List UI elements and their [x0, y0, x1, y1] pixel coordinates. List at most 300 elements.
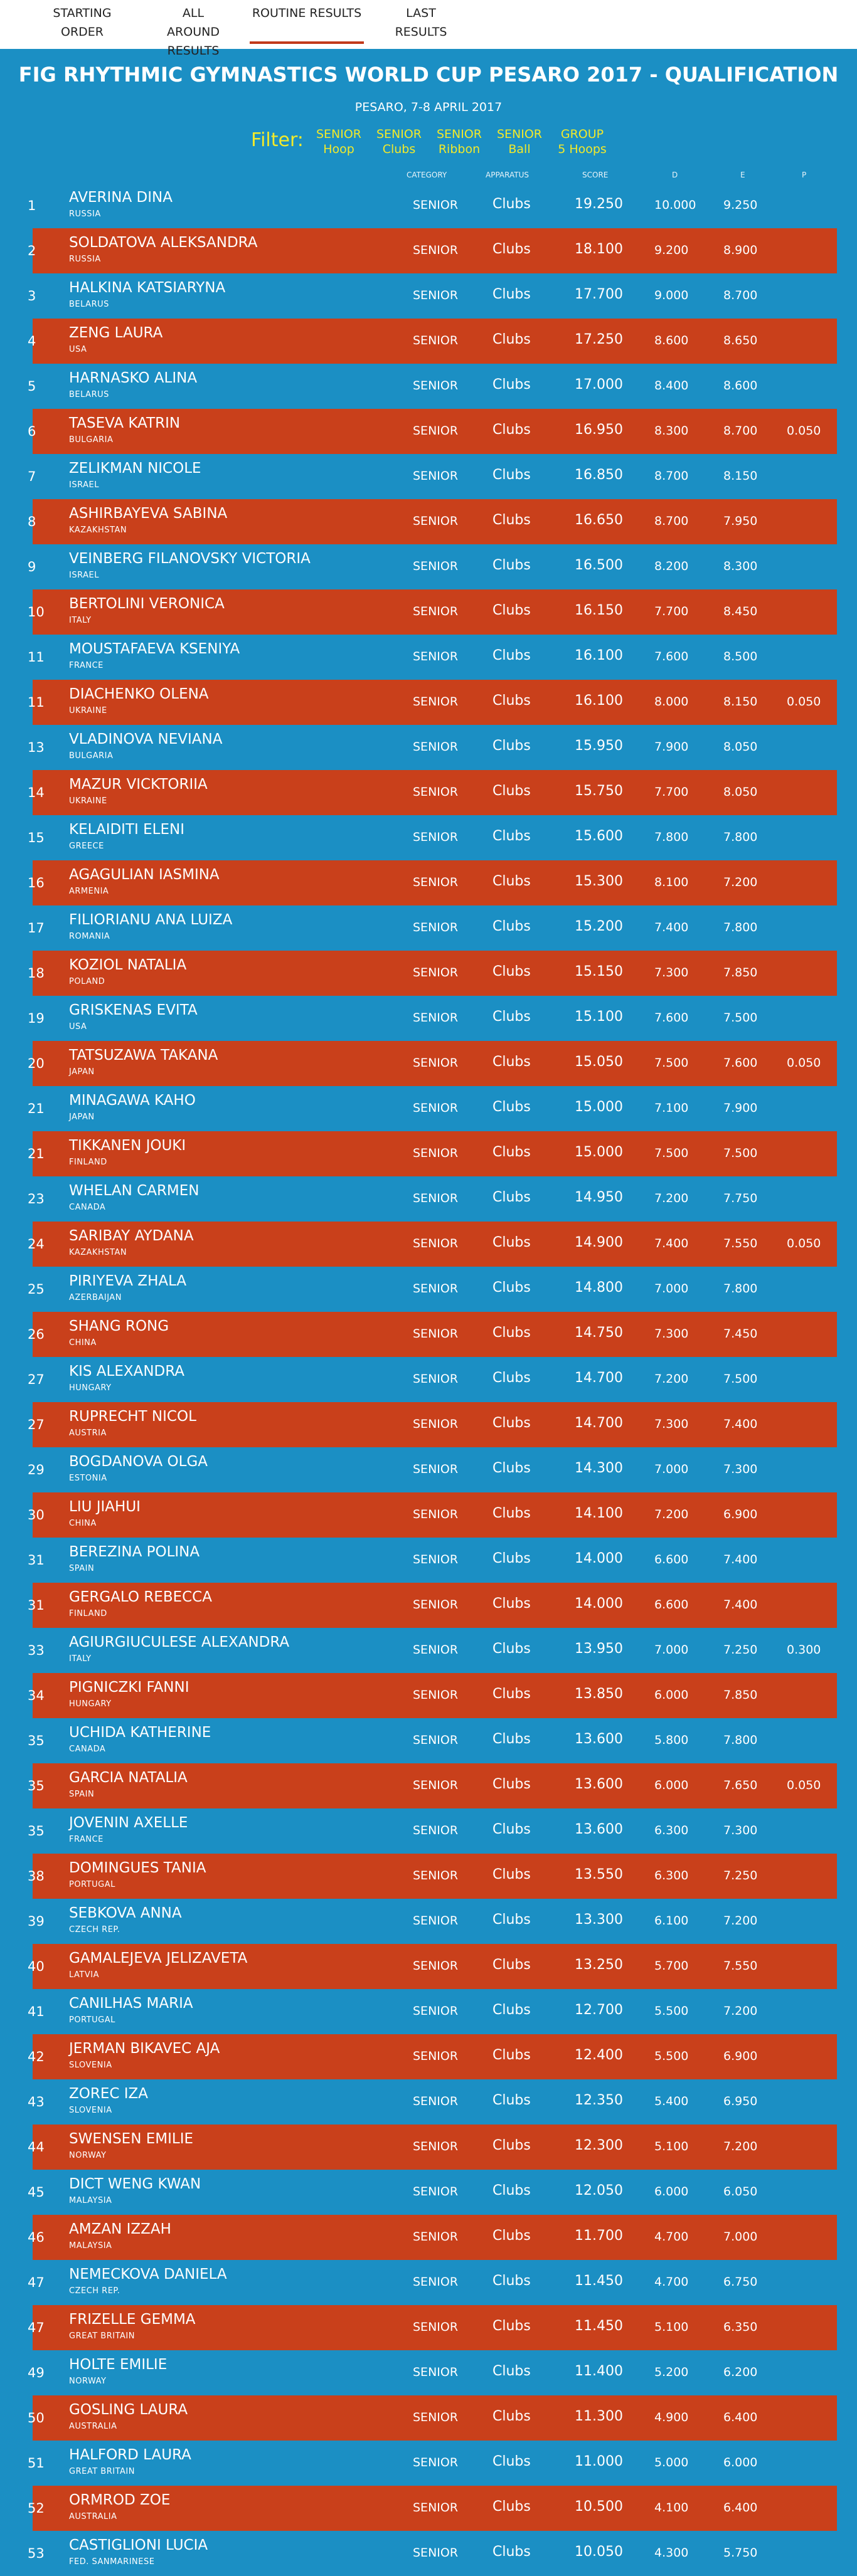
athlete-country: FINLAND	[69, 1158, 107, 1167]
table-row	[28, 499, 837, 544]
athlete-country: CHINA	[69, 1519, 97, 1528]
athlete-name: BEREZINA POLINA	[69, 1544, 200, 1560]
rank-cell: 8	[28, 514, 36, 529]
score-cell: 16.650	[575, 512, 623, 528]
category-cell: SENIOR	[413, 1282, 459, 1296]
table-row	[0, 1899, 857, 1944]
category-cell: SENIOR	[413, 1011, 459, 1025]
athlete-name: AMZAN IZZAH	[69, 2221, 171, 2237]
athlete-name: GOSLING LAURA	[69, 2402, 188, 2418]
rank-cell: 51	[28, 2456, 45, 2471]
athlete-name: KOZIOL NATALIA	[69, 957, 187, 973]
category-cell: SENIOR	[413, 1101, 459, 1115]
category-cell: SENIOR	[413, 2140, 459, 2153]
category-cell: SENIOR	[413, 1598, 459, 1612]
rank-cell: 35	[28, 1778, 45, 1793]
athlete-country: UKRAINE	[69, 706, 107, 715]
rank-cell: 3	[28, 288, 36, 304]
category-cell: SENIOR	[413, 966, 459, 979]
athlete-country: NORWAY	[69, 2151, 107, 2160]
table-row	[0, 1447, 857, 1492]
table-row	[28, 1041, 837, 1086]
e-score-cell: 8.150	[723, 469, 758, 483]
filter-senior-ribbon[interactable]	[434, 127, 484, 157]
athlete-country: LATVIA	[69, 1970, 99, 1980]
score-cell: 13.600	[575, 1776, 623, 1792]
e-score-cell: 7.750	[723, 1191, 758, 1205]
athlete-country: HUNGARY	[69, 1383, 112, 1393]
apparatus-cell: Clubs	[492, 919, 531, 934]
apparatus-cell: Clubs	[492, 2138, 531, 2153]
score-cell: 14.700	[575, 1370, 623, 1386]
nav-routine-results[interactable]: ROUTINE RESULTS	[250, 0, 364, 44]
athlete-name: FILIORIANU ANA LUIZA	[69, 912, 233, 928]
rank-cell: 39	[28, 1914, 45, 1929]
athlete-name: SHANG RONG	[69, 1318, 169, 1334]
athlete-name: JOVENIN AXELLE	[69, 1815, 188, 1831]
rank-cell: 1	[28, 198, 36, 213]
athlete-name: WHELAN CARMEN	[69, 1183, 200, 1199]
e-score-cell: 7.550	[723, 1237, 758, 1250]
table-row	[28, 1673, 837, 1718]
filter-label: Filter:	[251, 129, 304, 151]
athlete-name: MOUSTAFAEVA KSENIYA	[69, 641, 240, 657]
d-score-cell: 8.700	[654, 469, 689, 483]
rank-cell: 47	[28, 2320, 45, 2335]
score-cell: 13.850	[575, 1686, 623, 1702]
table-row	[28, 2486, 837, 2531]
table-row	[28, 2125, 837, 2170]
filter-option-line2: Ribbon	[438, 142, 481, 156]
e-score-cell: 6.400	[723, 2410, 758, 2424]
score-cell: 19.250	[575, 196, 623, 212]
d-score-cell: 7.400	[654, 1237, 689, 1250]
e-score-cell: 6.400	[723, 2501, 758, 2515]
athlete-country: BELARUS	[69, 390, 109, 399]
nav-starting-order[interactable]: STARTING ORDER	[53, 6, 112, 39]
athlete-name: JERMAN BIKAVEC AJA	[69, 2040, 220, 2057]
athlete-country: SLOVENIA	[69, 2061, 112, 2070]
e-score-cell: 5.750	[723, 2546, 758, 2560]
athlete-country: USA	[69, 1022, 87, 1032]
athlete-country: ROMANIA	[69, 932, 110, 941]
nav-last-results[interactable]: LAST RESULTS	[395, 6, 447, 39]
d-score-cell: 8.600	[654, 334, 689, 347]
table-row	[28, 1312, 837, 1357]
d-score-cell: 7.000	[654, 1282, 689, 1296]
apparatus-cell: Clubs	[492, 1415, 531, 1431]
category-cell: SENIOR	[413, 2185, 459, 2199]
athlete-country: GREECE	[69, 842, 104, 851]
d-score-cell: 8.700	[654, 514, 689, 528]
athlete-name: SOLDATOVA ALEKSANDRA	[69, 235, 258, 251]
athlete-country: ISRAEL	[69, 571, 99, 580]
score-cell: 15.950	[575, 738, 623, 754]
score-cell: 16.100	[575, 648, 623, 663]
category-cell: SENIOR	[413, 379, 459, 393]
e-score-cell: 8.300	[723, 559, 758, 573]
apparatus-cell: Clubs	[492, 1912, 531, 1928]
e-score-cell: 7.400	[723, 1417, 758, 1431]
rank-cell: 25	[28, 1282, 45, 1297]
rank-cell: 20	[28, 1056, 45, 1071]
apparatus-cell: Clubs	[492, 1144, 531, 1160]
athlete-country: SPAIN	[69, 1790, 95, 1799]
apparatus-cell: Clubs	[492, 2454, 531, 2469]
d-score-cell: 4.900	[654, 2410, 689, 2424]
score-cell: 11.450	[575, 2318, 623, 2334]
filter-option-line1: SENIOR	[316, 127, 362, 141]
category-cell: SENIOR	[413, 514, 459, 528]
rank-cell: 10	[28, 604, 45, 620]
score-cell: 13.250	[575, 1957, 623, 1973]
top-navigation	[0, 0, 857, 58]
athlete-name: CANILHAS MARIA	[69, 1995, 193, 2012]
table-row	[0, 2260, 857, 2305]
table-row	[0, 1357, 857, 1402]
e-score-cell: 7.800	[723, 1733, 758, 1747]
table-row	[28, 770, 837, 815]
rank-cell: 4	[28, 334, 36, 349]
score-cell: 13.600	[575, 1731, 623, 1747]
column-header-d: D	[672, 171, 678, 179]
table-row	[28, 1402, 837, 1447]
apparatus-cell: Clubs	[492, 1325, 531, 1341]
score-cell: 12.400	[575, 2047, 623, 2063]
filter-option-line1: SENIOR	[436, 127, 482, 141]
table-row	[28, 2305, 837, 2350]
athlete-country: PORTUGAL	[69, 1880, 115, 1889]
d-score-cell: 4.700	[654, 2230, 689, 2244]
table-row	[0, 183, 857, 228]
rank-cell: 31	[28, 1553, 45, 1568]
table-row	[28, 228, 837, 273]
nav-all-around-results[interactable]: ALL AROUND RESULTS	[167, 6, 220, 58]
d-score-cell: 5.500	[654, 2004, 689, 2018]
table-row	[28, 1583, 837, 1628]
column-header-apparatus: APPARATUS	[486, 171, 529, 179]
table-row	[28, 409, 837, 454]
athlete-name: GAMALEJEVA JELIZAVETA	[69, 1950, 248, 1966]
d-score-cell: 7.000	[654, 1643, 689, 1657]
athlete-country: FRANCE	[69, 661, 104, 670]
category-cell: SENIOR	[413, 1237, 459, 1250]
rank-cell: 5	[28, 379, 36, 394]
column-header-p: P	[802, 171, 807, 179]
e-score-cell: 7.450	[723, 1327, 758, 1341]
score-cell: 16.850	[575, 467, 623, 483]
d-score-cell: 7.500	[654, 1146, 689, 1160]
apparatus-cell: Clubs	[492, 2183, 531, 2199]
rank-cell: 21	[28, 1146, 45, 1161]
athlete-name: MINAGAWA KAHO	[69, 1092, 196, 1109]
apparatus-cell: Clubs	[492, 196, 531, 212]
e-score-cell: 8.050	[723, 785, 758, 799]
column-header-e: E	[740, 171, 745, 179]
apparatus-cell: Clubs	[492, 828, 531, 844]
d-score-cell: 5.000	[654, 2456, 689, 2469]
score-cell: 13.950	[575, 1641, 623, 1657]
d-score-cell: 8.400	[654, 379, 689, 393]
apparatus-cell: Clubs	[492, 1280, 531, 1296]
category-cell: SENIOR	[413, 2546, 459, 2560]
score-cell: 15.050	[575, 1054, 623, 1070]
athlete-name: TASEVA KATRIN	[69, 415, 181, 431]
e-score-cell: 6.750	[723, 2275, 758, 2289]
score-cell: 16.950	[575, 422, 623, 438]
category-cell: SENIOR	[413, 1959, 459, 1973]
penalty-cell: 0.050	[787, 1778, 821, 1792]
athlete-country: SLOVENIA	[69, 2106, 112, 2115]
d-score-cell: 7.600	[654, 1011, 689, 1025]
score-cell: 11.400	[575, 2363, 623, 2379]
table-row	[28, 680, 837, 725]
e-score-cell: 7.850	[723, 1688, 758, 1702]
score-cell: 17.000	[575, 377, 623, 393]
athlete-name: GRISKENAS EVITA	[69, 1002, 198, 1018]
table-row	[0, 544, 857, 589]
filter-bar	[0, 124, 857, 168]
apparatus-cell: Clubs	[492, 332, 531, 347]
rank-cell: 31	[28, 1598, 45, 1613]
category-cell: SENIOR	[413, 1507, 459, 1521]
d-score-cell: 8.100	[654, 875, 689, 889]
table-row	[28, 2395, 837, 2441]
table-row	[0, 1176, 857, 1222]
d-score-cell: 7.300	[654, 1327, 689, 1341]
category-cell: SENIOR	[413, 288, 459, 302]
apparatus-cell: Clubs	[492, 422, 531, 438]
athlete-name: ZENG LAURA	[69, 325, 163, 341]
filter-senior-hoop[interactable]	[314, 127, 364, 157]
e-score-cell: 6.900	[723, 2049, 758, 2063]
d-score-cell: 7.300	[654, 1417, 689, 1431]
e-score-cell: 7.300	[723, 1462, 758, 1476]
d-score-cell: 5.200	[654, 2365, 689, 2379]
apparatus-cell: Clubs	[492, 241, 531, 257]
athlete-name: PIGNICZKI FANNI	[69, 1679, 189, 1696]
athlete-name: DICT WENG KWAN	[69, 2176, 201, 2192]
athlete-country: RUSSIA	[69, 209, 101, 219]
athlete-name: FRIZELLE GEMMA	[69, 2311, 196, 2328]
d-score-cell: 7.200	[654, 1191, 689, 1205]
filter-option-line1: SENIOR	[496, 127, 543, 141]
athlete-country: USA	[69, 345, 87, 354]
e-score-cell: 7.850	[723, 966, 758, 979]
athlete-name: ASHIRBAYEVA SABINA	[69, 505, 228, 522]
d-score-cell: 5.800	[654, 1733, 689, 1747]
category-cell: SENIOR	[413, 559, 459, 573]
e-score-cell: 8.900	[723, 243, 758, 257]
d-score-cell: 7.500	[654, 1056, 689, 1070]
category-cell: SENIOR	[413, 1056, 459, 1070]
category-cell: SENIOR	[413, 2049, 459, 2063]
table-row	[28, 1854, 837, 1899]
e-score-cell: 8.650	[723, 334, 758, 347]
d-score-cell: 6.000	[654, 2185, 689, 2199]
filter-senior-clubs[interactable]	[374, 127, 424, 157]
table-row	[28, 1944, 837, 1989]
score-cell: 13.600	[575, 1822, 623, 1837]
results-table	[0, 183, 857, 2566]
rank-cell: 41	[28, 2004, 45, 2019]
d-score-cell: 7.900	[654, 740, 689, 754]
filter-option-line1: SENIOR	[376, 127, 422, 141]
category-cell: SENIOR	[413, 2320, 459, 2334]
category-cell: SENIOR	[413, 2410, 459, 2424]
apparatus-cell: Clubs	[492, 2363, 531, 2379]
athlete-name: UCHIDA KATHERINE	[69, 1724, 211, 1741]
athlete-name: ZOREC IZA	[69, 2086, 149, 2102]
athlete-name: TIKKANEN JOUKI	[69, 1138, 186, 1154]
filter-option-line2: Clubs	[382, 142, 416, 156]
rank-cell: 27	[28, 1417, 45, 1432]
rank-cell: 42	[28, 2049, 45, 2064]
score-cell: 14.900	[575, 1235, 623, 1250]
filter-group-5-hoops[interactable]	[553, 127, 611, 157]
rank-cell: 43	[28, 2094, 45, 2109]
athlete-country: AUSTRALIA	[69, 2512, 117, 2521]
table-row	[0, 2441, 857, 2486]
table-row	[28, 319, 837, 364]
e-score-cell: 7.800	[723, 1282, 758, 1296]
e-score-cell: 7.900	[723, 1101, 758, 1115]
athlete-name: VEINBERG FILANOVSKY VICTORIA	[69, 551, 311, 567]
d-score-cell: 6.600	[654, 1598, 689, 1612]
penalty-cell: 0.300	[787, 1643, 821, 1657]
athlete-country: ITALY	[69, 616, 92, 625]
category-cell: SENIOR	[413, 2501, 459, 2515]
score-cell: 15.000	[575, 1099, 623, 1115]
e-score-cell: 8.050	[723, 740, 758, 754]
e-score-cell: 7.600	[723, 1056, 758, 1070]
apparatus-cell: Clubs	[492, 287, 531, 302]
category-cell: SENIOR	[413, 921, 459, 934]
category-cell: SENIOR	[413, 2365, 459, 2379]
athlete-country: FRANCE	[69, 1835, 104, 1844]
category-cell: SENIOR	[413, 1869, 459, 1882]
column-header-score: SCORE	[582, 171, 609, 179]
category-cell: SENIOR	[413, 1778, 459, 1792]
rank-cell: 14	[28, 785, 45, 800]
category-cell: SENIOR	[413, 2230, 459, 2244]
score-cell: 14.700	[575, 1415, 623, 1431]
rank-cell: 26	[28, 1327, 45, 1342]
athlete-name: SEBKOVA ANNA	[69, 1905, 182, 1921]
filter-senior-ball[interactable]	[494, 127, 545, 157]
d-score-cell: 7.100	[654, 1101, 689, 1115]
score-cell: 14.950	[575, 1190, 623, 1205]
d-score-cell: 6.600	[654, 1553, 689, 1566]
apparatus-cell: Clubs	[492, 874, 531, 889]
rank-cell: 19	[28, 1011, 45, 1026]
rank-cell: 21	[28, 1101, 45, 1116]
athlete-country: GREAT BRITAIN	[69, 2331, 135, 2341]
athlete-country: BELARUS	[69, 300, 109, 309]
athlete-country: HUNGARY	[69, 1699, 112, 1709]
d-score-cell: 8.200	[654, 559, 689, 573]
athlete-country: BULGARIA	[69, 435, 114, 445]
athlete-country: ESTONIA	[69, 1474, 107, 1483]
score-cell: 17.700	[575, 287, 623, 302]
category-cell: SENIOR	[413, 1824, 459, 1837]
athlete-country: AUSTRIA	[69, 1428, 107, 1438]
table-row	[0, 905, 857, 951]
rank-cell: 34	[28, 1688, 45, 1703]
d-score-cell: 7.700	[654, 785, 689, 799]
rank-cell: 53	[28, 2546, 45, 2561]
d-score-cell: 7.400	[654, 921, 689, 934]
score-cell: 11.450	[575, 2273, 623, 2289]
d-score-cell: 6.000	[654, 1778, 689, 1792]
score-cell: 12.050	[575, 2183, 623, 2199]
score-cell: 14.000	[575, 1551, 623, 1566]
d-score-cell: 5.100	[654, 2320, 689, 2334]
score-cell: 16.500	[575, 557, 623, 573]
category-cell: SENIOR	[413, 740, 459, 754]
e-score-cell: 8.450	[723, 604, 758, 618]
category-cell: SENIOR	[413, 785, 459, 799]
d-score-cell: 5.400	[654, 2094, 689, 2108]
table-row	[28, 860, 837, 905]
athlete-country: RUSSIA	[69, 255, 101, 264]
athlete-name: DIACHENKO OLENA	[69, 686, 209, 702]
penalty-cell: 0.050	[787, 1237, 821, 1250]
e-score-cell: 7.400	[723, 1598, 758, 1612]
apparatus-cell: Clubs	[492, 2499, 531, 2515]
athlete-country: CZECH REP.	[69, 2286, 120, 2296]
e-score-cell: 9.250	[723, 198, 758, 212]
apparatus-cell: Clubs	[492, 783, 531, 799]
athlete-name: AVERINA DINA	[69, 189, 173, 206]
athlete-country: POLAND	[69, 977, 105, 986]
score-cell: 10.050	[575, 2544, 623, 2560]
athlete-country: ITALY	[69, 1654, 92, 1664]
e-score-cell: 7.500	[723, 1146, 758, 1160]
category-cell: SENIOR	[413, 650, 459, 663]
table-row	[28, 1492, 837, 1538]
athlete-country: MALAYSIA	[69, 2196, 112, 2205]
rank-cell: 7	[28, 469, 36, 484]
category-cell: SENIOR	[413, 2456, 459, 2469]
athlete-country: SPAIN	[69, 1564, 95, 1573]
rank-cell: 23	[28, 1191, 45, 1206]
e-score-cell: 8.500	[723, 650, 758, 663]
athlete-country: CHINA	[69, 1338, 97, 1348]
athlete-country: NORWAY	[69, 2377, 107, 2386]
apparatus-cell: Clubs	[492, 2273, 531, 2289]
d-score-cell: 5.700	[654, 1959, 689, 1973]
e-score-cell: 6.950	[723, 2094, 758, 2108]
rank-cell: 47	[28, 2275, 45, 2290]
d-score-cell: 7.800	[654, 830, 689, 844]
table-row	[0, 454, 857, 499]
d-score-cell: 4.100	[654, 2501, 689, 2515]
d-score-cell: 9.200	[654, 243, 689, 257]
apparatus-cell: Clubs	[492, 1686, 531, 1702]
rank-cell: 44	[28, 2140, 45, 2155]
table-row	[28, 951, 837, 996]
category-cell: SENIOR	[413, 1191, 459, 1205]
e-score-cell: 7.650	[723, 1778, 758, 1792]
athlete-name: AGAGULIAN IASMINA	[69, 867, 220, 883]
table-row	[28, 589, 837, 635]
d-score-cell: 4.700	[654, 2275, 689, 2289]
table-row	[0, 1808, 857, 1854]
athlete-country: AZERBAIJAN	[69, 1293, 122, 1302]
category-cell: SENIOR	[413, 424, 459, 438]
e-score-cell: 8.600	[723, 379, 758, 393]
